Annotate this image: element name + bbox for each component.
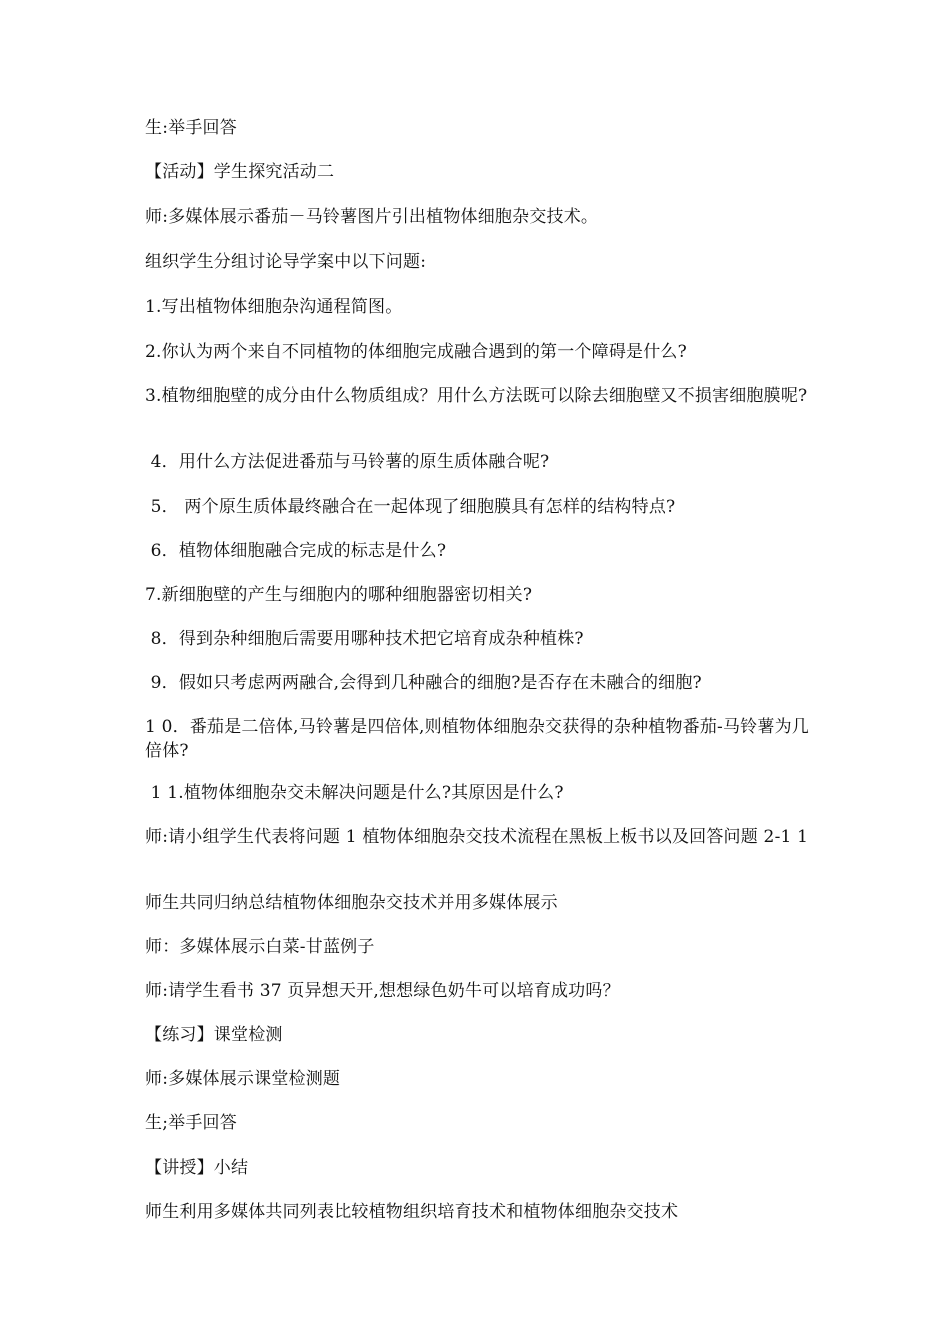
paragraph-student-answer-2: 生;举手回答 xyxy=(145,1113,237,1133)
paragraph-student-answer-1: 生:举手回答 xyxy=(145,118,237,138)
question-3: 3.植物细胞壁的成分由什么物质组成？用什么方法既可以除去细胞壁又不损害细胞膜呢? xyxy=(145,386,808,406)
question-8: 8．得到杂种细胞后需要用哪种技术把它培育成杂种植株? xyxy=(145,629,584,649)
question-4: 4．用什么方法促进番茄与马铃薯的原生质体融合呢? xyxy=(145,452,550,472)
paragraph-teacher-read-book: 师:请学生看书 37 页异想天开,想想绿色奶牛可以培育成功吗？ xyxy=(145,981,620,1001)
paragraph-teacher-multimedia-1: 师:多媒体展示番茄－马铃薯图片引出植物体细胞杂交技术。 xyxy=(145,207,599,227)
paragraph-teacher-cabbage-example: 师：多媒体展示白菜-甘蓝例子 xyxy=(145,937,375,957)
question-1: 1.写出植物体细胞杂沟通程简图。 xyxy=(145,297,403,317)
question-5: 5． 两个原生质体最终融合在一起体现了细胞膜具有怎样的结构特点? xyxy=(145,497,676,517)
question-2: 2.你认为两个来自不同植物的体细胞完成融合遇到的第一个障碍是什么? xyxy=(145,342,687,362)
question-11: 1 1.植物体细胞杂交未解决问题是什么?其原因是什么? xyxy=(145,783,564,803)
heading-activity: 【活动】学生探究活动二 xyxy=(145,162,335,182)
heading-lecture-summary: 【讲授】小结 xyxy=(145,1158,249,1178)
paragraph-comparison-table: 师生利用多媒体共同列表比较植物组织培育技术和植物体细胞杂交技术 xyxy=(145,1202,679,1222)
question-10: 1 0．番茄是二倍体,马铃薯是四倍体,则植物体细胞杂交获得的杂种植物番茄-马铃薯为几倍体? xyxy=(145,717,809,761)
heading-practice: 【练习】课堂检测 xyxy=(145,1025,283,1045)
question-9: 9．假如只考虑两两融合,会得到几种融合的细胞?是否存在未融合的细胞? xyxy=(145,673,702,693)
question-7: 7.新细胞壁的产生与细胞内的哪种细胞器密切相关? xyxy=(145,585,533,605)
paragraph-summary-together: 师生共同归纳总结植物体细胞杂交技术并用多媒体展示 xyxy=(145,893,558,913)
paragraph-group-discussion: 组织学生分组讨论导学案中以下问题: xyxy=(145,252,427,272)
paragraph-teacher-group-representative: 师:请小组学生代表将问题 1 植物体细胞杂交技术流程在黑板上板书以及回答问题 2-1 1 xyxy=(145,827,809,847)
question-6: 6．植物体细胞融合完成的标志是什么? xyxy=(145,541,447,561)
paragraph-teacher-quiz: 师:多媒体展示课堂检测题 xyxy=(145,1069,341,1089)
